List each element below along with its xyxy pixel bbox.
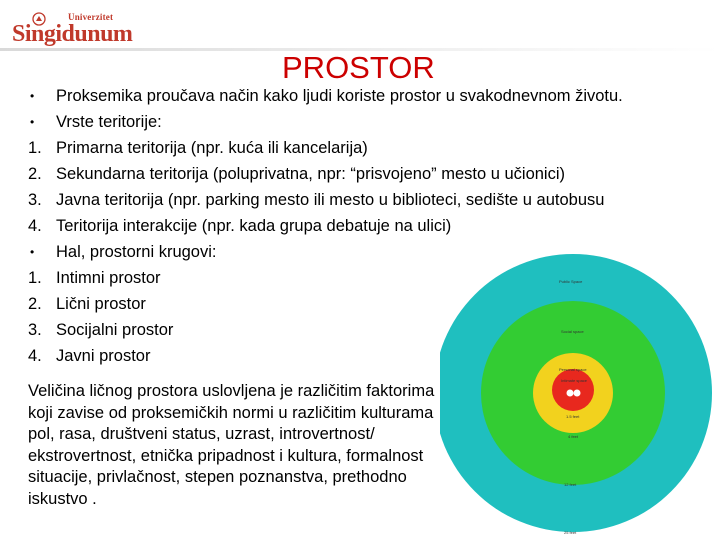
list-item-text: Hal, prostorni krugovi: xyxy=(56,243,217,261)
list-item xyxy=(28,187,668,213)
intimate-space-label: Intimate space xyxy=(561,378,588,383)
person-icon xyxy=(567,390,574,397)
list-marker: 4. xyxy=(28,347,42,365)
list-marker: 2. xyxy=(28,165,42,183)
list-item-text: Sekundarna teritorija (poluprivatna, npr: “prisvojeno” mesto u učionici) xyxy=(56,165,565,183)
list-item-text: Socijalni prostor xyxy=(56,321,174,339)
list-item-text: Intimni prostor xyxy=(56,269,161,287)
list-marker: 1. xyxy=(28,269,42,287)
list-marker: 2. xyxy=(28,295,42,313)
university-logo xyxy=(10,8,133,48)
list-marker: 3. xyxy=(28,321,42,339)
list-item-text: Lični prostor xyxy=(56,295,146,313)
distance-label: 25 feet xyxy=(564,530,577,535)
list-item-text: Proksemika proučava način kako ljudi koriste prostor u svakodnevnom životu. xyxy=(56,87,623,105)
distance-label: 12 feet xyxy=(564,482,577,487)
list-item-text: Teritorija interakcije (npr. kada grupa debatuje na ulici) xyxy=(56,217,452,235)
list-marker: • xyxy=(30,245,35,259)
logo-line2: Singidunum xyxy=(12,21,133,47)
list-marker: 4. xyxy=(28,217,42,235)
public-space-label: Public Space xyxy=(559,279,583,284)
logo-line1: Univerzitet xyxy=(68,12,114,22)
list-marker: • xyxy=(30,115,35,129)
list-marker: • xyxy=(30,89,35,103)
list-item-text: Primarna teritorija (npr. kuća ili kancelarija) xyxy=(56,139,368,157)
list-item-text: Vrste teritorije: xyxy=(56,113,162,131)
proxemics-diagram xyxy=(440,248,720,540)
list-marker: 1. xyxy=(28,139,42,157)
list-item xyxy=(28,213,668,239)
social-space-label: Social space xyxy=(561,329,584,334)
list-item-text: Javna teritorija (npr. parking mesto ili mesto u biblioteci, sedište u autobusu xyxy=(56,191,605,209)
list-marker: 3. xyxy=(28,191,42,209)
list-item xyxy=(28,83,668,109)
list-item xyxy=(28,161,668,187)
distance-label: 4 feet xyxy=(568,434,579,439)
personal-space-label: Personal space xyxy=(559,367,587,372)
person-icon xyxy=(574,390,581,397)
list-item-text: Javni prostor xyxy=(56,347,151,365)
list-item xyxy=(28,109,668,135)
proxemics-circles xyxy=(440,248,720,540)
slide-title: PROSTOR xyxy=(282,50,435,85)
intimate-space-circle xyxy=(552,369,594,411)
list-item xyxy=(28,135,668,161)
distance-label: 1.5 feet xyxy=(566,414,580,419)
body-paragraph: Veličina ličnog prostora uslovljena je različitim faktorima koji zavise od proksemičkih normi u različitim kulturama pol, rasa, društveni status, uzrast, introvertnost/ ekstrovertnost, etnička pripadnost i kultura, formalnost situacije, privlačnost, stepen poznanstva, prethodno iskustvo . xyxy=(28,382,435,508)
